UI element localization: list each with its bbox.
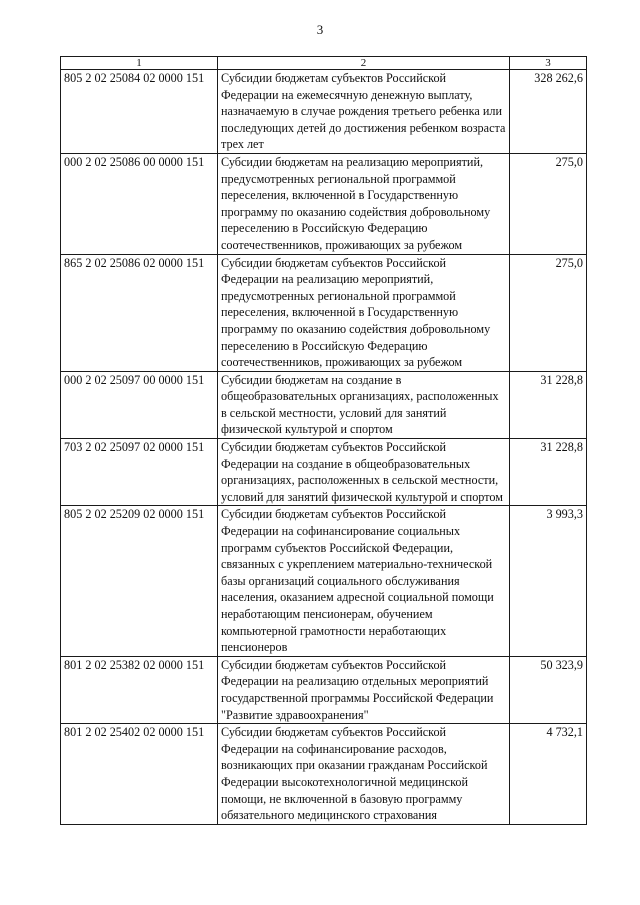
budget-table [60,56,587,825]
description-cell: Субсидии бюджетам на реализацию мероприятий, предусмотренных региональной программой переселения, включенной в Государственную программу по оказанию содействия добровольному переселению в Российскую Федерацию соотечественников, проживающих за рубежом [218,153,510,254]
column-header-2: 2 [218,57,510,70]
description-cell: Субсидии бюджетам субъектов Российской Федерации на реализацию мероприятий, предусмотренных региональной программой переселения, включенной в Государственную программу по оказанию содействия добровольному переселению в Российскую Федерацию соотечественников, проживающих за рубежом [218,254,510,371]
description-cell: Субсидии бюджетам субъектов Российской Федерации на софинансирование социальных программ субъектов Российской Федерации, связанных с укреплением материально-технической базы организаций социального обслуживания населения, оказанием адресной социальной помощи неработающим пенсионерам, обучением компьютерной грамотности неработающих пенсионеров [218,506,510,656]
amount-cell: 275,0 [510,254,587,371]
table-row [61,371,587,438]
table-row [61,506,587,656]
table-row [61,724,587,825]
table-header-row [61,57,587,70]
description-cell: Субсидии бюджетам субъектов Российской Федерации на софинансирование расходов, возникающих при оказании гражданам Российской Федерации высокотехнологичной медицинской помощи, не включенной в базовую программу обязательного медицинского страхования [218,724,510,825]
column-header-1: 1 [61,57,218,70]
budget-code-cell: 801 2 02 25402 02 0000 151 [61,724,218,825]
table-row [61,70,587,154]
description-cell: Субсидии бюджетам субъектов Российской Федерации на создание в общеобразовательных организациях, расположенных в сельской местности, условий для занятий физической культурой и спортом [218,439,510,506]
budget-code-cell: 000 2 02 25086 00 0000 151 [61,153,218,254]
description-cell: Субсидии бюджетам субъектов Российской Федерации на ежемесячную денежную выплату, назначаемую в случае рождения третьего ребенка или последующих детей до достижения ребенком возраста трех лет [218,70,510,154]
budget-code-cell: 703 2 02 25097 02 0000 151 [61,439,218,506]
table-row [61,439,587,506]
budget-code-cell: 865 2 02 25086 02 0000 151 [61,254,218,371]
table-row [61,656,587,723]
budget-code-cell: 801 2 02 25382 02 0000 151 [61,656,218,723]
table-row [61,254,587,371]
amount-cell: 4 732,1 [510,724,587,825]
description-cell: Субсидии бюджетам субъектов Российской Федерации на реализацию отдельных мероприятий государственной программы Российской Федерации "Развитие здравоохранения" [218,656,510,723]
page-number: 3 [316,22,324,37]
amount-cell: 31 228,8 [510,439,587,506]
budget-code-cell: 000 2 02 25097 00 0000 151 [61,371,218,438]
column-header-3: 3 [510,57,587,70]
budget-code-cell: 805 2 02 25209 02 0000 151 [61,506,218,656]
table-row [61,153,587,254]
budget-code-cell: 805 2 02 25084 02 0000 151 [61,70,218,154]
amount-cell: 275,0 [510,153,587,254]
amount-cell: 31 228,8 [510,371,587,438]
amount-cell: 3 993,3 [510,506,587,656]
description-cell: Субсидии бюджетам на создание в общеобразовательных организациях, расположенных в сельской местности, условий для занятий физической культурой и спортом [218,371,510,438]
amount-cell: 328 262,6 [510,70,587,154]
amount-cell: 50 323,9 [510,656,587,723]
